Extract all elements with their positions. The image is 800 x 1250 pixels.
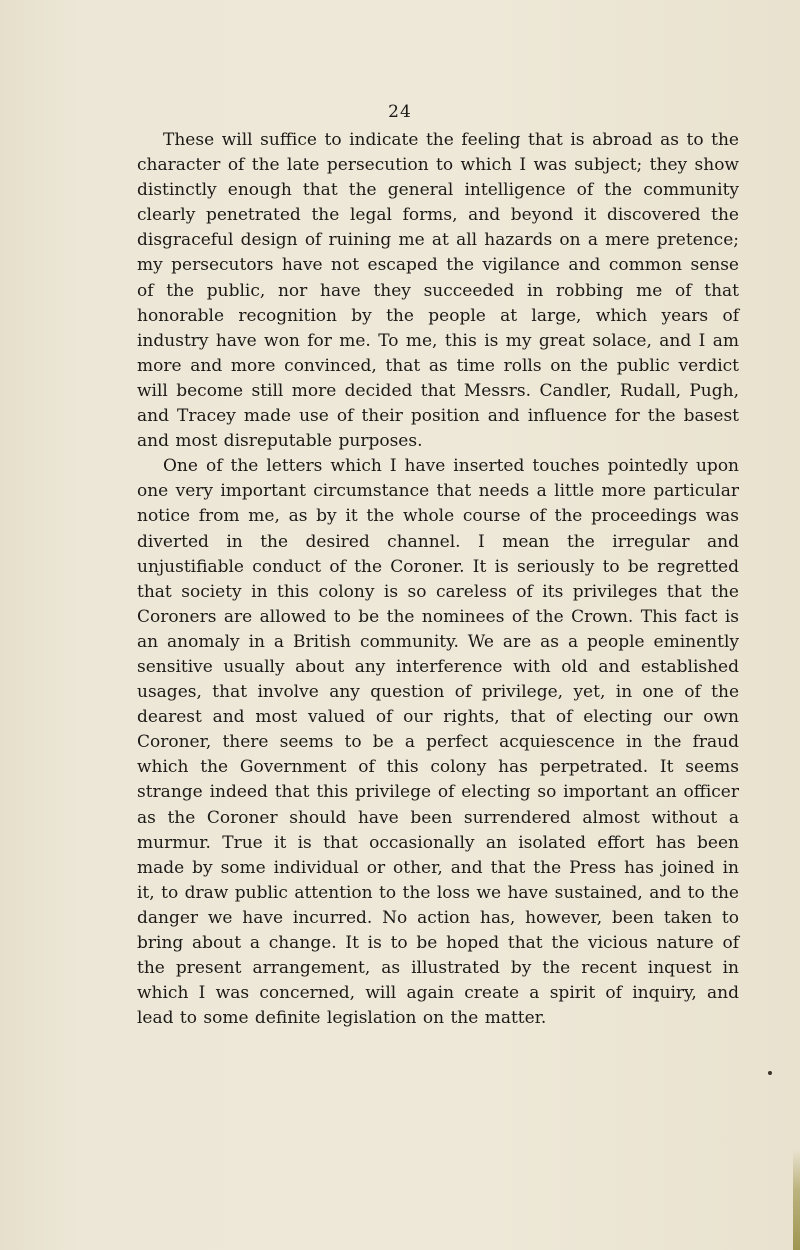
page-edge-stain (793, 1150, 800, 1250)
paragraph-2: One of the letters which I have inserted touches pointedly upon one very important circumstance that needs a little more particular notice from me, as by it the whole course of the proceedings was diverted in the desired channel. I mean the irregular and unjustifiable conduct of the Coroner. It is seriously to be regretted that society in this colony is so careless of its privileges that the Coroners are allowed to be the nominees of the Crown. This fact is an anomaly in a British community. We are as a people eminently sensitive usually about any interference with old and established usages, that involve any question of privilege, yet, in one of the dearest and most valued of our rights, that of electing our own Coroner, there seems to be a perfect acquiescence in the fraud which the Government of this colony has perpetrated. It seems strange indeed that this privilege of electing so important an officer as the Coroner should have been surrendered almost without a murmur. True it is that occasionally an isolated effort has been made by some individual or other, and that the Press has joined in it, to draw public attention to the loss we have sustained, and to the danger we have incurred. No action has, however, been taken to bring about a change. It is to be hoped that the vicious nature of the present arrangement, as illustrated by the recent inquest in which I was concerned, will again create a spirit of inquiry, and lead to some definite legislation on the matter. (137, 456, 739, 1029)
page-number: 24 (388, 102, 412, 122)
body-text (137, 128, 739, 1031)
paragraph-1: These will suffice to indicate the feeling that is abroad as to the character of the late persecution to which I was subject; they show distinctly enough that the general intelligence of the community clearly penetrated the legal forms, and beyond it discovered the disgraceful design of ruining me at all hazards on a mere pretence; my persecutors have not escaped the vigilance and common sense of the public, nor have they succeeded in robbing me of that honorable recognition by the people at large, which years of industry have won for me. To me, this is my great solace, and I am more and more convinced, that as time rolls on the public verdict will become still more decided that Messrs. Candler, Rudall, Pugh, and Tracey made use of their position and influence for the basest and most disreputable purposes. (137, 130, 739, 452)
ink-speck (768, 1071, 772, 1075)
